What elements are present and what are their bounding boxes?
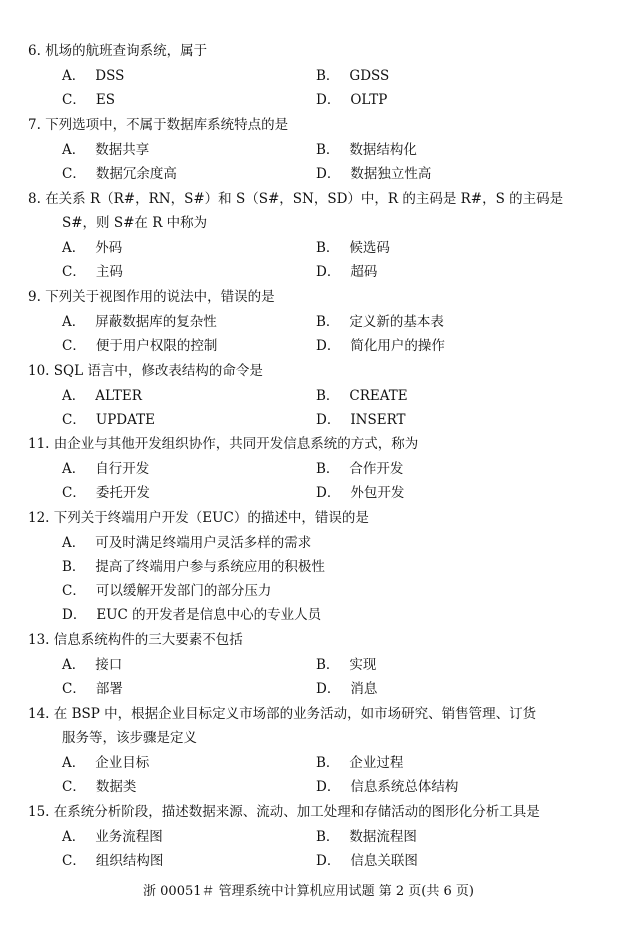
option-a: A． 接口 <box>62 657 123 673</box>
question-number: 7. <box>28 117 41 133</box>
question-stem: 由企业与其他开发组织协作，共同开发信息系统的方式，称为 <box>53 436 419 452</box>
option-d: D． 超码 <box>316 264 378 280</box>
question-number: 11. <box>28 436 50 452</box>
question-stem: 在 BSP 中，根据企业目标定义市场部的业务活动，如市场研究、销售管理、订货 <box>53 706 537 722</box>
page-footer: 浙 00051＃ 管理系统中计算机应用试题 第 2 页(共 6 页) <box>143 884 474 899</box>
question-stem: 下列关于终端用户开发（EUC）的描述中，错误的是 <box>53 510 369 526</box>
option-d: D． 消息 <box>316 681 378 697</box>
option-c: C． 数据冗余度高 <box>62 166 177 182</box>
option-c: C． 主码 <box>62 264 123 280</box>
question-stem: 下列关于视图作用的说法中，错误的是 <box>45 289 275 305</box>
option-c: C． 便于用户权限的控制 <box>62 338 218 354</box>
question-stem: 在关系 R（R#，RN，S#）和 S（S#，SN，SD）中，R 的主码是 R#，S 的主码是 <box>45 191 564 207</box>
option-d: D． 外包开发 <box>316 485 405 501</box>
option-a: A． 企业目标 <box>62 755 150 771</box>
option-b: B． 数据流程图 <box>316 829 417 845</box>
question-number: 10. <box>28 363 50 379</box>
option-a: A． 外码 <box>62 240 123 256</box>
option-d: D． OLTP <box>316 92 388 108</box>
option-b: B． 提高了终端用户参与系统应用的积极性 <box>62 559 325 575</box>
option-b: B． 数据结构化 <box>316 142 417 158</box>
option-c: C． 数据类 <box>62 779 137 795</box>
question-stem: 在系统分析阶段，描述数据来源、流动、加工处理和存储活动的图形化分析工具是 <box>53 804 540 820</box>
option-a: A． ALTER <box>62 388 142 404</box>
option-d: D． 数据独立性高 <box>316 166 432 182</box>
option-c: C． UPDATE <box>62 412 155 428</box>
option-b: B． GDSS <box>316 68 390 84</box>
option-c: C． ES <box>62 92 115 108</box>
option-d: D． 信息系统总体结构 <box>316 779 459 795</box>
option-c: C． 可以缓解开发部门的部分压力 <box>62 583 272 599</box>
question-stem-continued: 服务等，该步骤是定义 <box>62 730 197 746</box>
option-c: C． 部署 <box>62 681 123 697</box>
option-a: A． 自行开发 <box>62 461 150 477</box>
option-b: B． 候选码 <box>316 240 390 256</box>
question-number: 8. <box>28 191 41 207</box>
option-a: A． 可及时满足终端用户灵活多样的需求 <box>62 535 312 551</box>
option-c: C． 委托开发 <box>62 485 150 501</box>
option-d: D． INSERT <box>316 412 406 428</box>
question-stem: 机场的航班查询系统，属于 <box>45 43 208 59</box>
option-a: A． DSS <box>62 68 125 84</box>
question-stem: SQL 语言中，修改表结构的命令是 <box>53 363 263 379</box>
question-number: 6. <box>28 43 41 59</box>
option-b: B． 定义新的基本表 <box>316 314 444 330</box>
question-stem: 信息系统构件的三大要素不包括 <box>53 632 243 648</box>
question-number: 9. <box>28 289 41 305</box>
option-d: D． EUC 的开发者是信息中心的专业人员 <box>62 607 322 623</box>
question-number: 12. <box>28 510 50 526</box>
option-d: D． 简化用户的操作 <box>316 338 445 354</box>
option-b: B． 企业过程 <box>316 755 404 771</box>
option-d: D． 信息关联图 <box>316 853 418 869</box>
option-b: B． CREATE <box>316 388 408 404</box>
question-number: 13. <box>28 632 50 648</box>
option-b: B． 实现 <box>316 657 377 673</box>
question-number: 14. <box>28 706 50 722</box>
question-stem: 下列选项中，不属于数据库系统特点的是 <box>45 117 289 133</box>
option-c: C． 组织结构图 <box>62 853 164 869</box>
option-a: A． 业务流程图 <box>62 829 163 845</box>
question-stem-continued: S#，则 S#在 R 中称为 <box>62 215 208 231</box>
option-a: A． 屏蔽数据库的复杂性 <box>62 314 217 330</box>
option-b: B． 合作开发 <box>316 461 404 477</box>
option-a: A． 数据共享 <box>62 142 150 158</box>
question-number: 15. <box>28 804 50 820</box>
